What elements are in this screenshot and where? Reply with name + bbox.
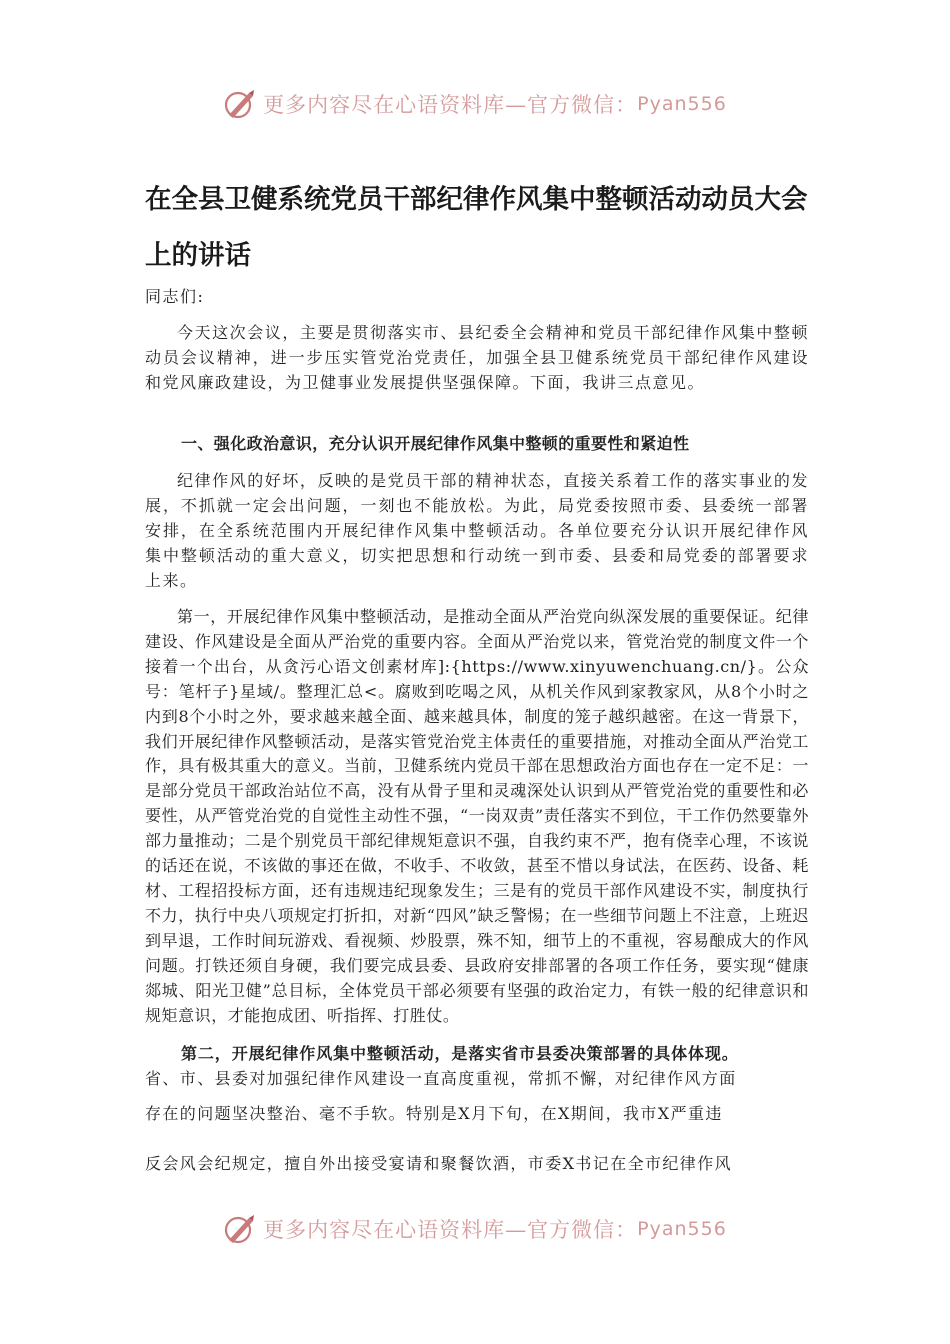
section-heading-1: 一、强化政治意识，充分认识开展纪律作风集中整顿的重要性和紧迫性 bbox=[181, 434, 690, 453]
intro-paragraph: 今天这次会议，主要是贯彻落实市、县纪委全会精神和党员干部纪律作风集中整顿动员会议精神，进一步压实管党治党责任，加强全县卫健系统党员干部纪律作风建设和党风廉政建设，为卫健事业发展提供坚强保障。下面，我讲三点意见。 bbox=[145, 323, 809, 392]
pen-logo-icon bbox=[223, 87, 257, 121]
section1-paragraph: 纪律作风的好坏，反映的是党员干部的精神状态，直接关系着工作的落实事业的发展，不抓就一定会出问题，一刻也不能放松。为此，局党委按照市委、县委统一部署安排，在全系统范围内开展纪律作风集中整顿活动。各单位要充分认识开展纪律作风集中整顿活动的重大意义，切实把思想和行动统一到市委、县委和局党委的部署要求上来。 bbox=[145, 471, 809, 590]
point2-line-1: 省、市、县委对加强纪律作风建设一直高度重视，常抓不懈，对纪律作风方面 bbox=[145, 1069, 737, 1088]
watermark-text: 更多内容尽在心语资料库—官方微信： bbox=[263, 1218, 638, 1242]
point2-line-2: 存在的问题坚决整治、毫不手软。特别是X月下旬，在X期间，我市X严重违 bbox=[145, 1104, 723, 1123]
watermark-text: 更多内容尽在心语资料库—官方微信： bbox=[263, 93, 638, 117]
watermark-wechat-id: Pyan556 bbox=[637, 93, 727, 115]
watermark-header bbox=[0, 82, 950, 126]
point2-heading: 第二，开展纪律作风集中整顿活动，是落实省市县委决策部署的具体体现。 bbox=[181, 1044, 739, 1063]
pen-logo-icon bbox=[223, 1212, 257, 1246]
watermark-footer bbox=[0, 1207, 950, 1251]
salutation: 同志们: bbox=[145, 287, 205, 306]
point2-line-3: 反会风会纪规定，擅自外出接受宴请和聚餐饮酒，市委X书记在全市纪律作风 bbox=[145, 1154, 732, 1173]
document-title: 在全县卫健系统党员干部纪律作风集中整顿活动动员大会上的讲话 bbox=[145, 184, 808, 271]
point1-paragraph: 第一，开展纪律作风集中整顿活动，是推动全面从严治党向纵深发展的重要保证。纪律建设、作风建设是全面从严治党的重要内容。全面从严治党以来，管党治党的制度文件一个接着一个出台，从贪污心语文创素材库]:{https://www.xinyuwenchuang.cn/}。公众号：笔杆子}星域/。整理汇总<。腐败到吃喝之风，从机关作风到家教家风，从8个小时之内到8个小时之外，要求越来越全面、越来越具体，制度的笼子越织越密。在这一背景下，我们开展纪律作风整顿活动，是落实管党治党主体责任的重要措施，对推动全面从严治党工作，具有极其重大的意义。当前，卫健系统内党员干部在思想政治方面也存在一定不足：一是部分党员干部政治站位不高，没有从骨子里和灵魂深处认识到从严管党治党的重要性和必要性，从严管党治党的自觉性主动性不强，“一岗双责”责任落实不到位，干工作仍然要靠外部力量推动；二是个别党员干部纪律规矩意识不强，自我约束不严，抱有侥幸心理，不该说的话还在说，不该做的事还在做，不收手、不收敛，甚至不惜以身试法，在医药、设备、耗材、工程招投标方面，还有违规违纪现象发生；三是有的党员干部作风建设不实，制度执行不力，执行中央八项规定打折扣，对新“四风”缺乏警惕；在一些细节问题上不注意，上班迟到早退，工作时间玩游戏、看视频、炒股票，殊不知，细节上的不重视，容易酿成大的作风问题。打铁还须自身硬，我们要完成县委、县政府安排部署的各项工作任务，要实现“健康郯城、阳光卫健”总目标，全体党员干部必须要有坚强的政治定力，有铁一般的纪律意识和规矩意识，才能抱成团、听指挥、打胜仗。 bbox=[145, 607, 809, 1025]
watermark-wechat-id: Pyan556 bbox=[637, 1218, 727, 1240]
